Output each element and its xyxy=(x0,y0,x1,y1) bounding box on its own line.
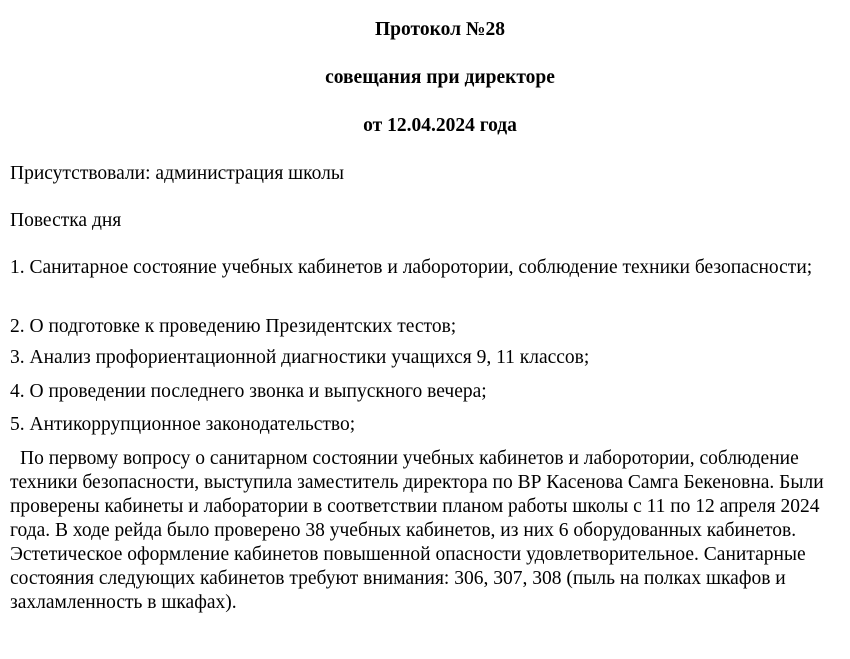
first-question-paragraph: По первому вопросу о санитарном состоянии учебных кабинетов и лаборотории, соблюдение техники безопасности, выступила заместитель директора по ВР Касенова Самга Бекеновна. Были проверены кабинеты и лаборатории в соответствии планом работы школы с 11 по 12 апреля 2024 года. В ходе рейда было проверено 38 учебных кабинетов, из них 6 оборудованных кабинетов. Эстетическое оформление кабинетов повышенной опасности удовлетворительное. Санитарные состояния следующих кабинетов требуют внимания: 306, 307, 308 (пыль на полках шкафов и захламленность в шкафах). xyxy=(10,448,824,613)
agenda-item-3: 3. Анализ профориентационной диагностики учащихся 9, 11 классов; xyxy=(10,347,590,368)
agenda-item-2: 2. О подготовке к проведению Президентских тестов; xyxy=(10,316,457,337)
agenda-item-5: 5. Антикоррупционное законодательство; xyxy=(10,414,356,435)
protocol-title: Протокол №28 xyxy=(375,19,505,40)
meeting-subtitle: совещания при директоре xyxy=(325,67,555,88)
attendees-line: Присутствовали: администрация школы xyxy=(10,163,344,184)
meeting-date: от 12.04.2024 года xyxy=(363,115,517,136)
agenda-item-4: 4. О проведении последнего звонка и выпускного вечера; xyxy=(10,381,487,402)
agenda-heading: Повестка дня xyxy=(10,210,122,231)
agenda-item-1: 1. Санитарное состояние учебных кабинетов и лаборотории, соблюдение техники безопасности; xyxy=(10,257,813,278)
